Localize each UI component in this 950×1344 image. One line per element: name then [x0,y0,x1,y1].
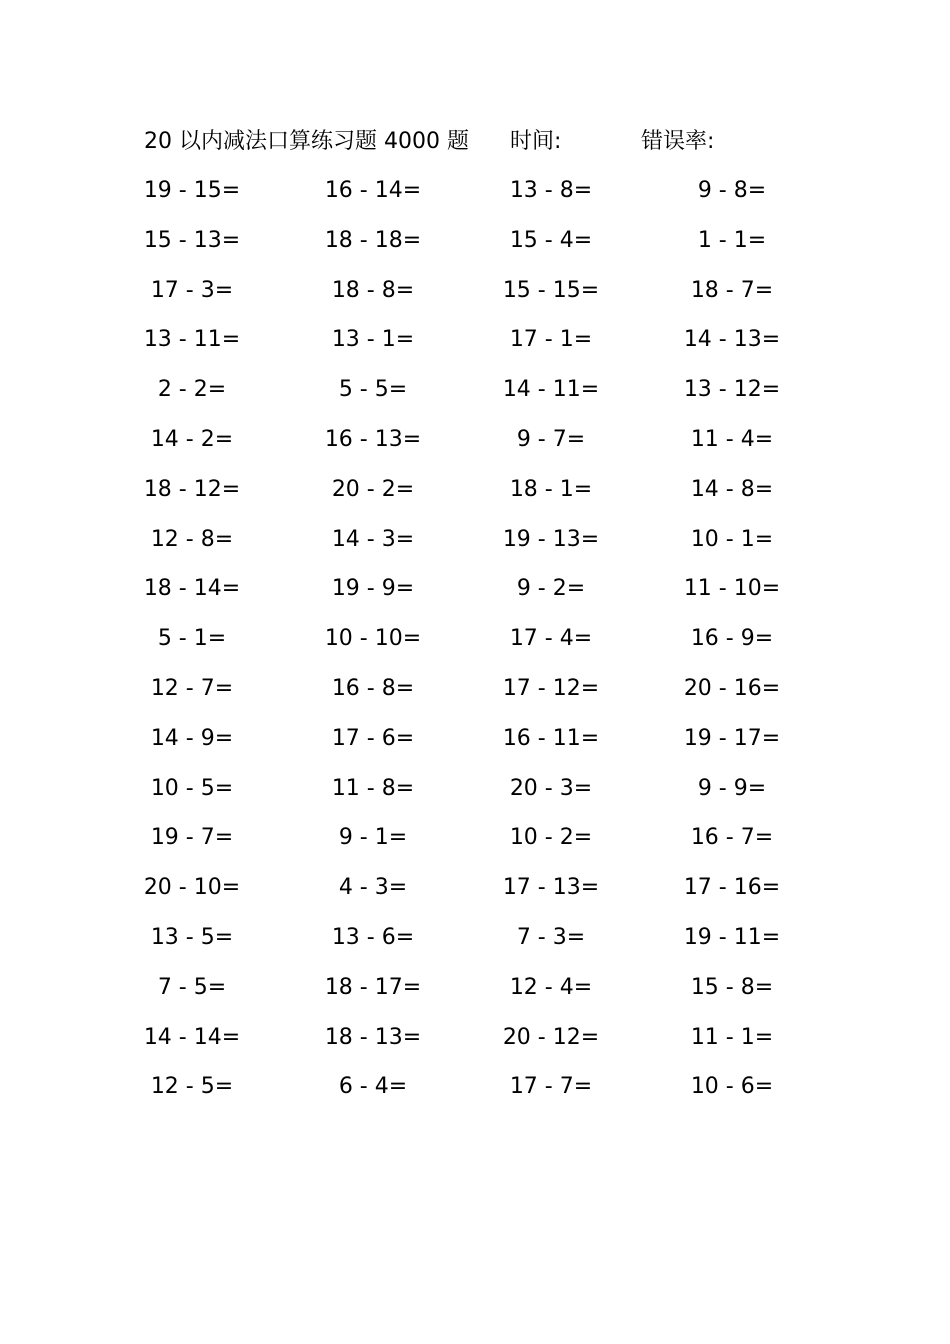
problem-row [0,920,950,970]
subtraction-problem: 14 - 14= [143,1024,241,1050]
subtraction-problem: 17 - 3= [150,277,234,303]
subtraction-problem: 4 - 3= [338,875,408,901]
error-rate-label: 错误率: [641,129,715,154]
problem-grid [0,173,950,1119]
subtraction-problem: 10 - 5= [150,775,234,801]
subtraction-problem: 15 - 15= [502,277,600,303]
subtraction-problem: 18 - 18= [324,227,422,253]
subtraction-problem: 13 - 5= [150,924,234,950]
subtraction-problem: 20 - 2= [331,476,415,502]
subtraction-problem: 17 - 4= [509,626,593,652]
problem-row [0,571,950,621]
problem-row [0,173,950,223]
subtraction-problem: 7 - 5= [157,974,227,1000]
subtraction-problem: 19 - 13= [502,526,600,552]
worksheet-header [144,124,844,160]
problem-row [0,820,950,870]
subtraction-problem: 18 - 12= [143,476,241,502]
subtraction-problem: 12 - 7= [150,675,234,701]
subtraction-problem: 6 - 4= [338,1074,408,1100]
subtraction-problem: 16 - 11= [502,725,600,751]
subtraction-problem: 14 - 3= [331,526,415,552]
subtraction-problem: 9 - 7= [516,426,586,452]
subtraction-problem: 14 - 11= [502,377,600,403]
worksheet-title: 20 以内减法口算练习题 4000 题 [144,129,469,154]
subtraction-problem: 11 - 10= [683,576,781,602]
subtraction-problem: 12 - 8= [150,526,234,552]
subtraction-problem: 18 - 17= [324,974,422,1000]
problem-row [0,1020,950,1070]
subtraction-problem: 18 - 8= [331,277,415,303]
subtraction-problem: 7 - 3= [516,924,586,950]
subtraction-problem: 5 - 5= [338,377,408,403]
subtraction-problem: 12 - 4= [509,974,593,1000]
subtraction-problem: 18 - 13= [324,1024,422,1050]
subtraction-problem: 9 - 1= [338,825,408,851]
subtraction-problem: 17 - 12= [502,675,600,701]
subtraction-problem: 16 - 14= [324,178,422,203]
subtraction-problem: 17 - 7= [509,1074,593,1100]
subtraction-problem: 17 - 13= [502,875,600,901]
subtraction-problem: 18 - 14= [143,576,241,602]
problem-row [0,472,950,522]
subtraction-problem: 18 - 7= [690,277,774,303]
subtraction-problem: 20 - 12= [502,1024,600,1050]
subtraction-problem: 14 - 9= [150,725,234,751]
subtraction-problem: 9 - 2= [516,576,586,602]
subtraction-problem: 10 - 10= [324,626,422,652]
subtraction-problem: 19 - 7= [150,825,234,851]
subtraction-problem: 5 - 1= [157,626,227,652]
subtraction-problem: 13 - 12= [683,377,781,403]
problem-row [0,870,950,920]
subtraction-problem: 11 - 1= [690,1024,774,1050]
subtraction-problem: 16 - 8= [331,675,415,701]
subtraction-problem: 12 - 5= [150,1074,234,1100]
subtraction-problem: 15 - 13= [143,227,241,253]
subtraction-problem: 19 - 9= [331,576,415,602]
subtraction-problem: 15 - 4= [509,227,593,253]
subtraction-problem: 13 - 1= [331,327,415,353]
subtraction-problem: 17 - 1= [509,327,593,353]
subtraction-problem: 14 - 13= [683,327,781,353]
subtraction-problem: 19 - 11= [683,924,781,950]
problem-row [0,721,950,771]
subtraction-problem: 14 - 8= [690,476,774,502]
problem-row [0,322,950,372]
problem-row [0,621,950,671]
subtraction-problem: 10 - 1= [690,526,774,552]
subtraction-problem: 19 - 17= [683,725,781,751]
subtraction-problem: 9 - 8= [697,178,767,203]
problem-row [0,970,950,1020]
subtraction-problem: 2 - 2= [157,377,227,403]
subtraction-problem: 16 - 9= [690,626,774,652]
problem-row [0,522,950,572]
problem-row [0,1069,950,1119]
subtraction-problem: 11 - 4= [690,426,774,452]
problem-row [0,422,950,472]
subtraction-problem: 11 - 8= [331,775,415,801]
subtraction-problem: 9 - 9= [697,775,767,801]
subtraction-problem: 16 - 7= [690,825,774,851]
problem-row [0,372,950,422]
subtraction-problem: 19 - 15= [143,178,241,203]
subtraction-problem: 13 - 8= [509,178,593,203]
subtraction-problem: 16 - 13= [324,426,422,452]
subtraction-problem: 1 - 1= [697,227,767,253]
subtraction-problem: 17 - 6= [331,725,415,751]
subtraction-problem: 10 - 6= [690,1074,774,1100]
subtraction-problem: 18 - 1= [509,476,593,502]
subtraction-problem: 17 - 16= [683,875,781,901]
subtraction-problem: 13 - 11= [143,327,241,353]
problem-row [0,273,950,323]
subtraction-problem: 20 - 10= [143,875,241,901]
problem-row [0,771,950,821]
problem-row [0,671,950,721]
problem-row [0,223,950,273]
subtraction-problem: 13 - 6= [331,924,415,950]
subtraction-problem: 10 - 2= [509,825,593,851]
time-label: 时间: [510,129,562,154]
subtraction-problem: 15 - 8= [690,974,774,1000]
subtraction-problem: 14 - 2= [150,426,234,452]
subtraction-problem: 20 - 16= [683,675,781,701]
subtraction-problem: 20 - 3= [509,775,593,801]
